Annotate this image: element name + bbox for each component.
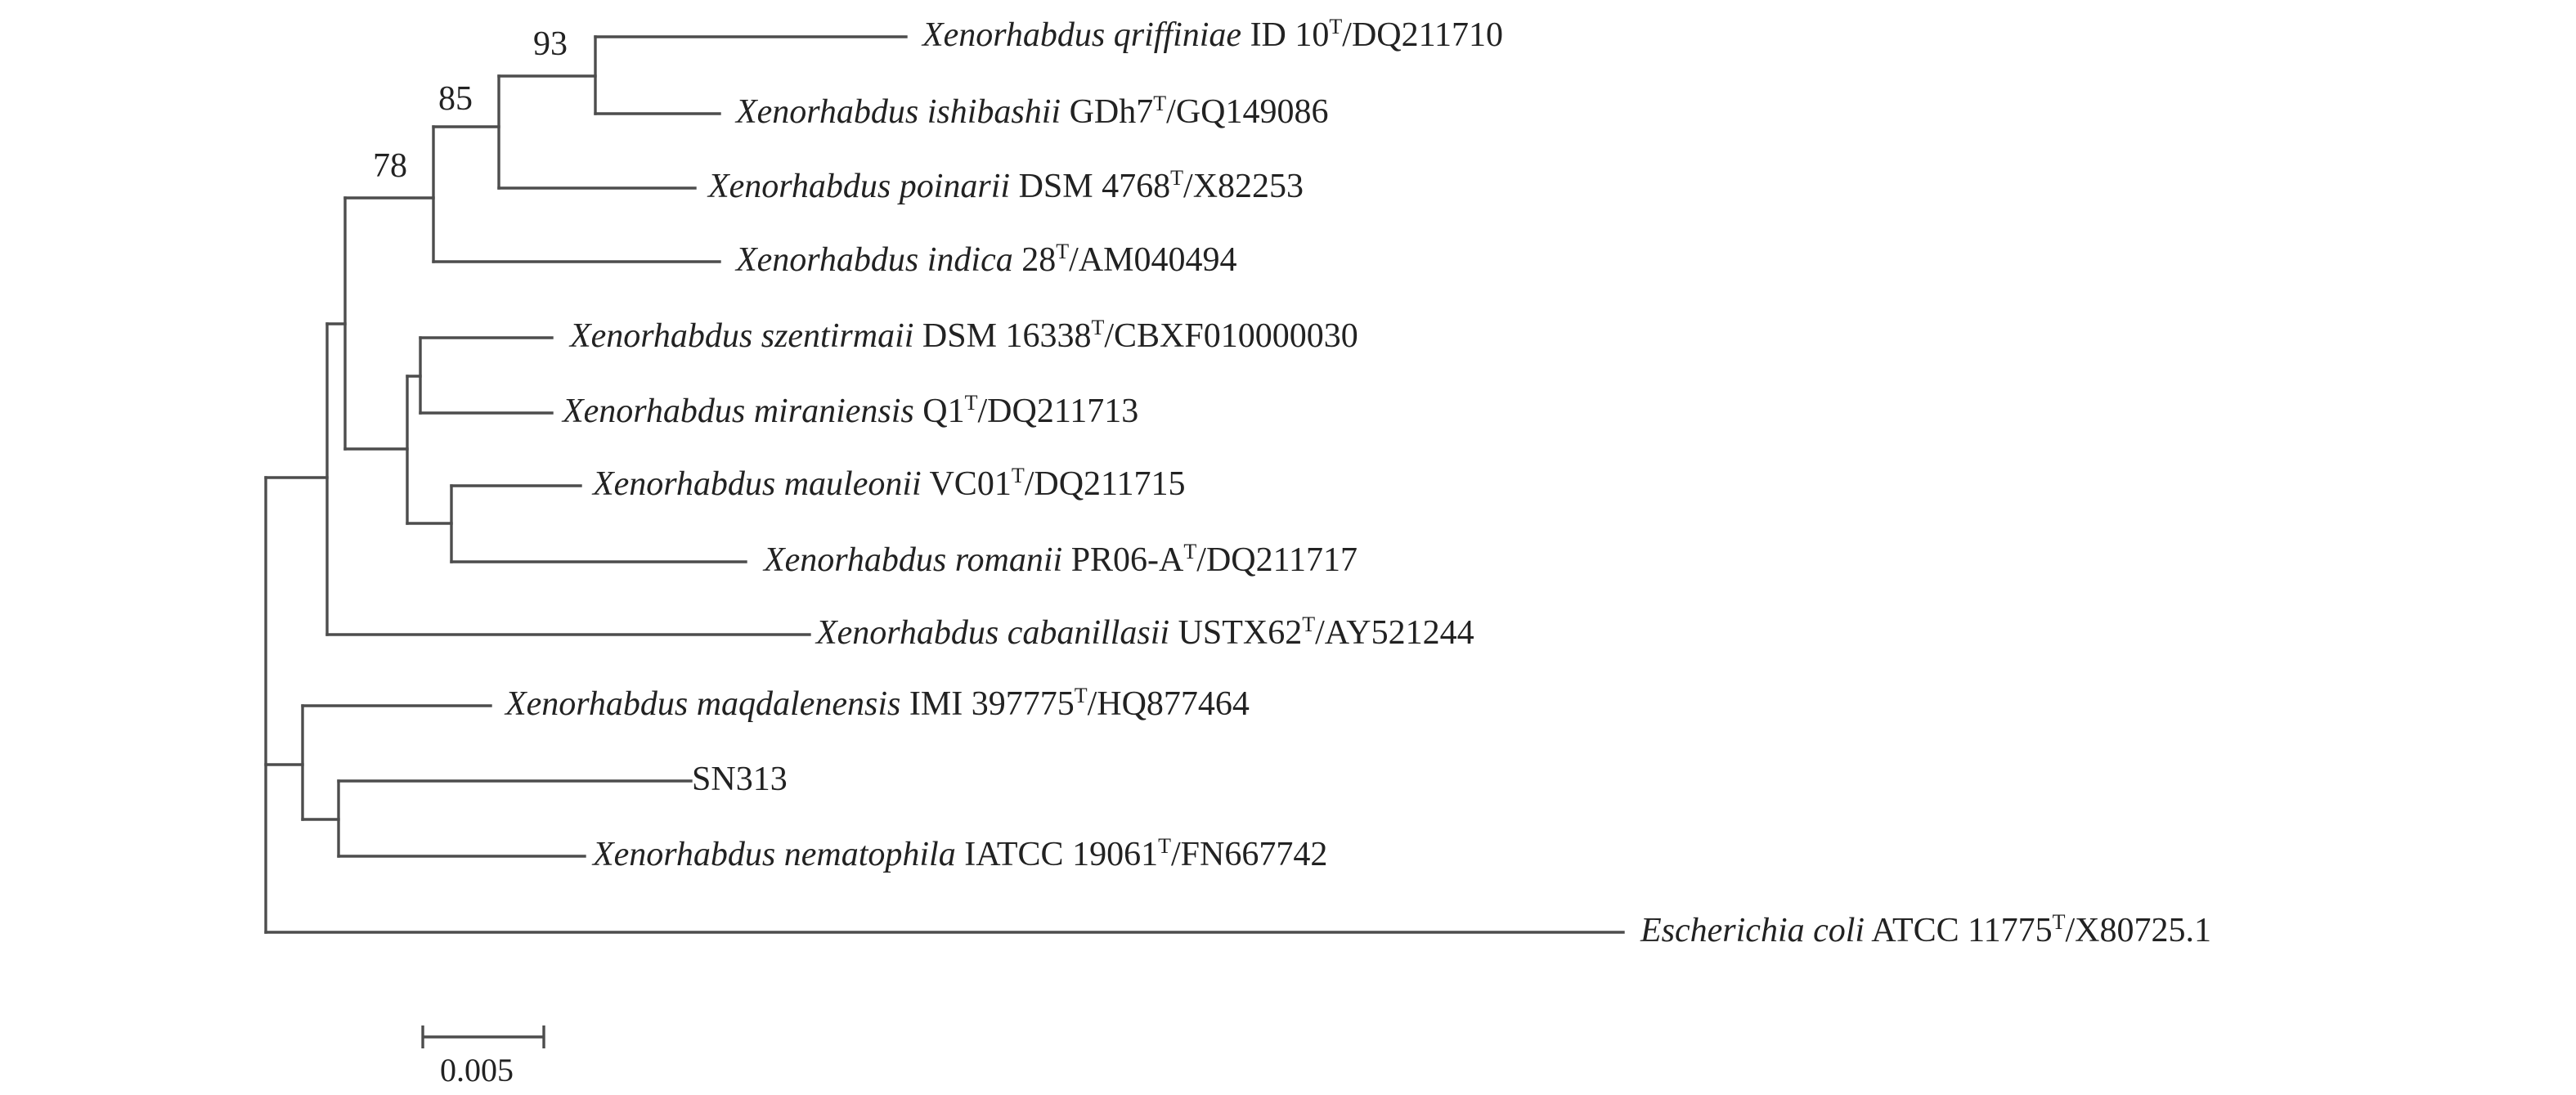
bootstrap-93: 93 — [533, 25, 568, 63]
leaf-label-cabanillasii: Xenorhabdus cabanillasii $USTX62^T/AY521244$ — [816, 613, 1474, 652]
leaf-label-romanii: Xenorhabdus romanii $PR06-A^T/DQ211717$ — [764, 540, 1358, 579]
scale-bar-line — [423, 1025, 544, 1048]
leaf-label-sn313: SN313 — [692, 761, 788, 798]
leaf-label-szentirmaii: Xenorhabdus szentirmaii DSM $16338^T/CBXF010000030$ — [570, 316, 1358, 355]
leaf-label-miraniensis: Xenorhabdus miraniensis $Q1^T/DQ211713$ — [563, 391, 1139, 430]
leaf-label-mauleonii: Xenorhabdus mauleonii $VC01^T/DQ211715$ — [593, 464, 1186, 503]
leaf-label-poinarii: Xenorhabdus poinarii DSM $4768^T/X82253$ — [708, 166, 1304, 205]
bootstrap-85: 85 — [438, 80, 473, 118]
leaf-label-ecoli: Escherichia coli ATCC $11775^T/X80725.1$ — [1640, 910, 2211, 949]
leaf-label-ishibashii: Xenorhabdus ishibashii $GDh7^T/GQ149086$ — [736, 92, 1329, 131]
leaf-label-nematophila: Xenorhabdus nematophila IATCC $19061^T/FN667742$ — [593, 834, 1328, 873]
scale-bar-label: 0.005 — [440, 1052, 514, 1088]
leaf-label-maqdalenensis: Xenorhabdus maqdalenensis IMI $397775^T/HQ877464$ — [505, 684, 1250, 723]
leaf-label-indica: Xenorhabdus indica $28^T/AM040494$ — [736, 240, 1237, 279]
leaf-label-qriffiniae: Xenorhabdus qriffiniae ID $10^T/DQ211710$ — [922, 15, 1504, 54]
scale-bar — [423, 1025, 544, 1088]
leaf-labels — [504, 15, 2211, 949]
bootstrap-78: 78 — [373, 147, 407, 185]
bootstrap-values — [373, 25, 568, 185]
